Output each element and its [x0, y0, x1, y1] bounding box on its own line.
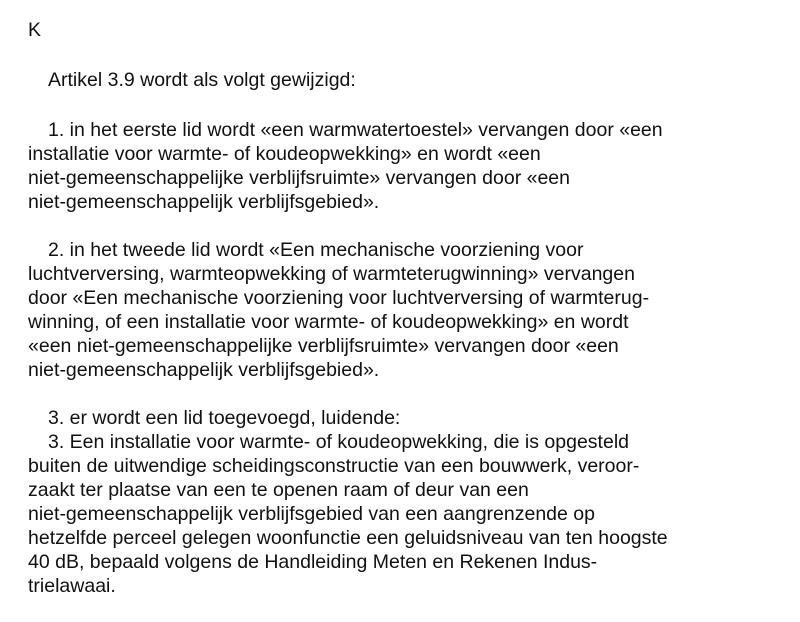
section-letter: K	[28, 19, 42, 41]
item2-line-1: 2. in het tweede lid wordt «Een mechanische voorziening voor	[48, 239, 584, 261]
item3-line-5: niet-gemeenschappelijk verblijfsgebied van een aangrenzende op	[28, 503, 595, 525]
item2-line-3: door «Een mechanische voorziening voor luchtverversing of warmterug-	[28, 287, 650, 309]
item2-line-6: niet-gemeenschappelijk verblijfsgebied».	[28, 359, 380, 381]
item3-line-8: trielawaai.	[28, 575, 116, 597]
item1-line-3: niet-gemeenschappelijke verblijfsruimte» vervangen door «een	[28, 167, 570, 189]
item3-line-2: 3. Een installatie voor warmte- of koudeopwekking, die is opgesteld	[48, 431, 629, 453]
item3-line-3: buiten de uitwendige scheidingsconstructie van een bouwwerk, veroor-	[28, 455, 640, 477]
item3-line-7: 40 dB, bepaald volgens de Handleiding Meten en Rekenen Indus-	[28, 551, 598, 573]
item2-line-4: winning, of een installatie voor warmte- of koudeopwekking» en wordt	[28, 311, 629, 333]
item1-line-4: niet-gemeenschappelijk verblijfsgebied».	[28, 191, 380, 213]
item3-line-1: 3. er wordt een lid toegevoegd, luidende:	[48, 407, 401, 429]
item2-line-5: «een niet-gemeenschappelijke verblijfsruimte» vervangen door «een	[28, 335, 619, 357]
intro-text: Artikel 3.9 wordt als volgt gewijzigd:	[48, 69, 356, 91]
item3-line-6: hetzelfde perceel gelegen woonfunctie een geluidsniveau van ten hoogste	[28, 527, 668, 549]
item1-line-1: 1. in het eerste lid wordt «een warmwatertoestel» vervangen door «een	[48, 119, 663, 141]
item1-line-2: installatie voor warmte- of koudeopwekking» en wordt «een	[28, 143, 541, 165]
item3-line-4: zaakt ter plaatse van een te openen raam of deur van een	[28, 479, 529, 501]
item2-line-2: luchtverversing, warmteopwekking of warmteterugwinning» vervangen	[28, 263, 635, 285]
